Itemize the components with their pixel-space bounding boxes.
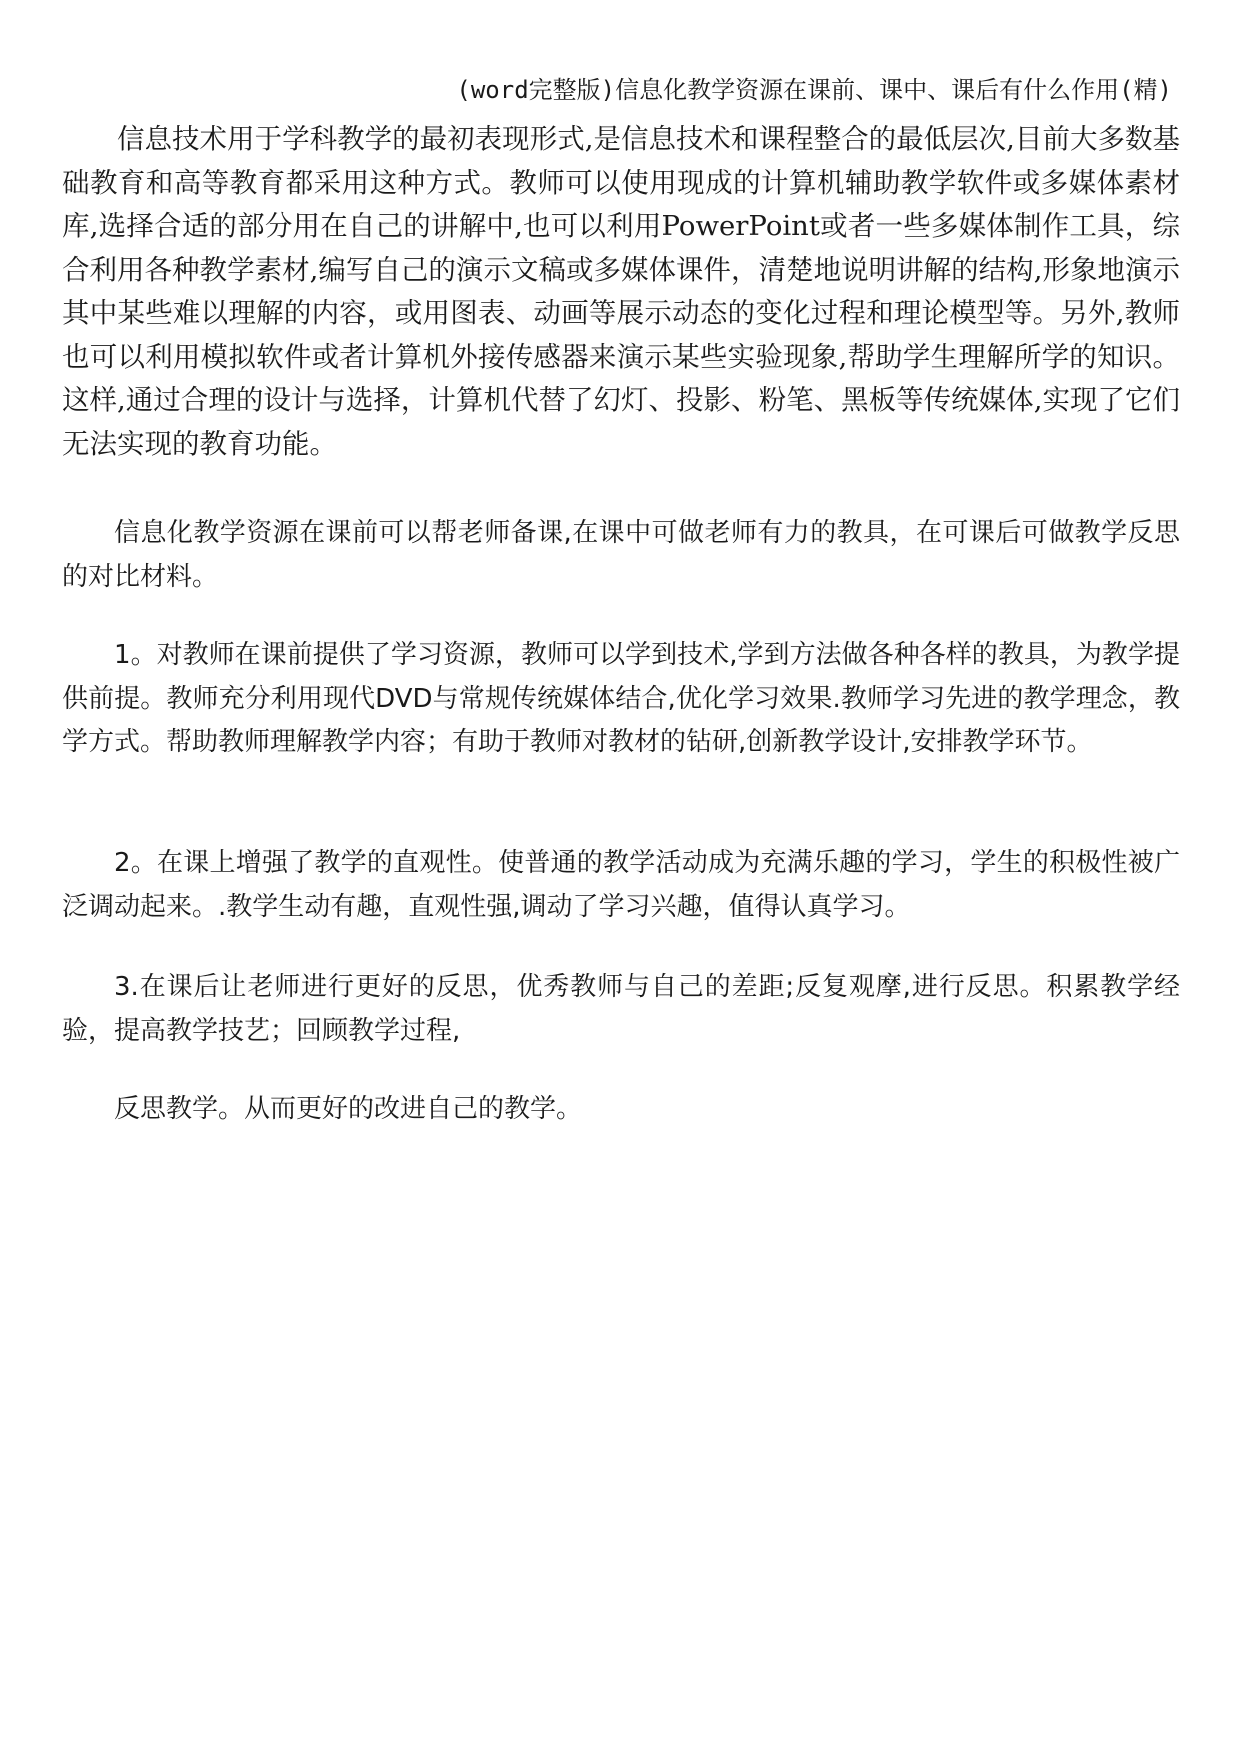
paragraph-point-3: 3.在课后让老师进行更好的反思，优秀教师与自己的差距;反复观摩,进行反思。积累教学经验，提高教学技艺；回顾教学过程, xyxy=(62,972,1180,1046)
paragraph-conclusion: 反思教学。从而更好的改进自己的教学。 xyxy=(114,1094,583,1124)
paragraph-summary: 信息化教学资源在课前可以帮老师备课,在课中可做老师有力的教具，在可课后可做教学反思的对比材料。 xyxy=(62,518,1180,592)
paragraph-intro: 信息技术用于学科教学的最初表现形式,是信息技术和课程整合的最低层次,目前大多数基础教育和高等教育都采用这种方式。教师可以使用现成的计算机辅助教学软件或多媒体素材库,选择合适的部分用在自己的讲解中,也可以利用PowerPoint或者一些多媒体制作工具，综合利用各种教学素材,编写自己的演示文稿或多媒体课件，清楚地说明讲解的结构,形象地演示其中某些难以理解的内容，或用图表、动画等展示动态的变化过程和理论模型等。另外,教师也可以利用模拟软件或者计算机外接传感器来演示某些实验现象,帮助学生理解所学的知识。这样,通过合理的设计与选择，计算机代替了幻灯、投影、粉笔、黑板等传统媒体,实现了它们无法实现的教育功能。 xyxy=(62,123,1180,460)
paragraph-point-2: 2。在课上增强了教学的直观性。使普通的教学活动成为充满乐趣的学习，学生的积极性被广泛调动起来。.教学生动有趣，直观性强,调动了学习兴趣，值得认真学习。 xyxy=(62,848,1180,922)
paragraph-point-1: 1。对教师在课前提供了学习资源，教师可以学到技术,学到方法做各种各样的教具，为教学提供前提。教师充分利用现代DVD与常规传统媒体结合,优化学习效果.教师学习先进的教学理念，教学方式。帮助教师理解教学内容；有助于教师对教材的钻研,创新教学设计,安排教学环节。 xyxy=(62,640,1180,757)
document-title-header: (word完整版)信息化教学资源在课前、课中、课后有什么作用(精) xyxy=(456,76,1172,104)
